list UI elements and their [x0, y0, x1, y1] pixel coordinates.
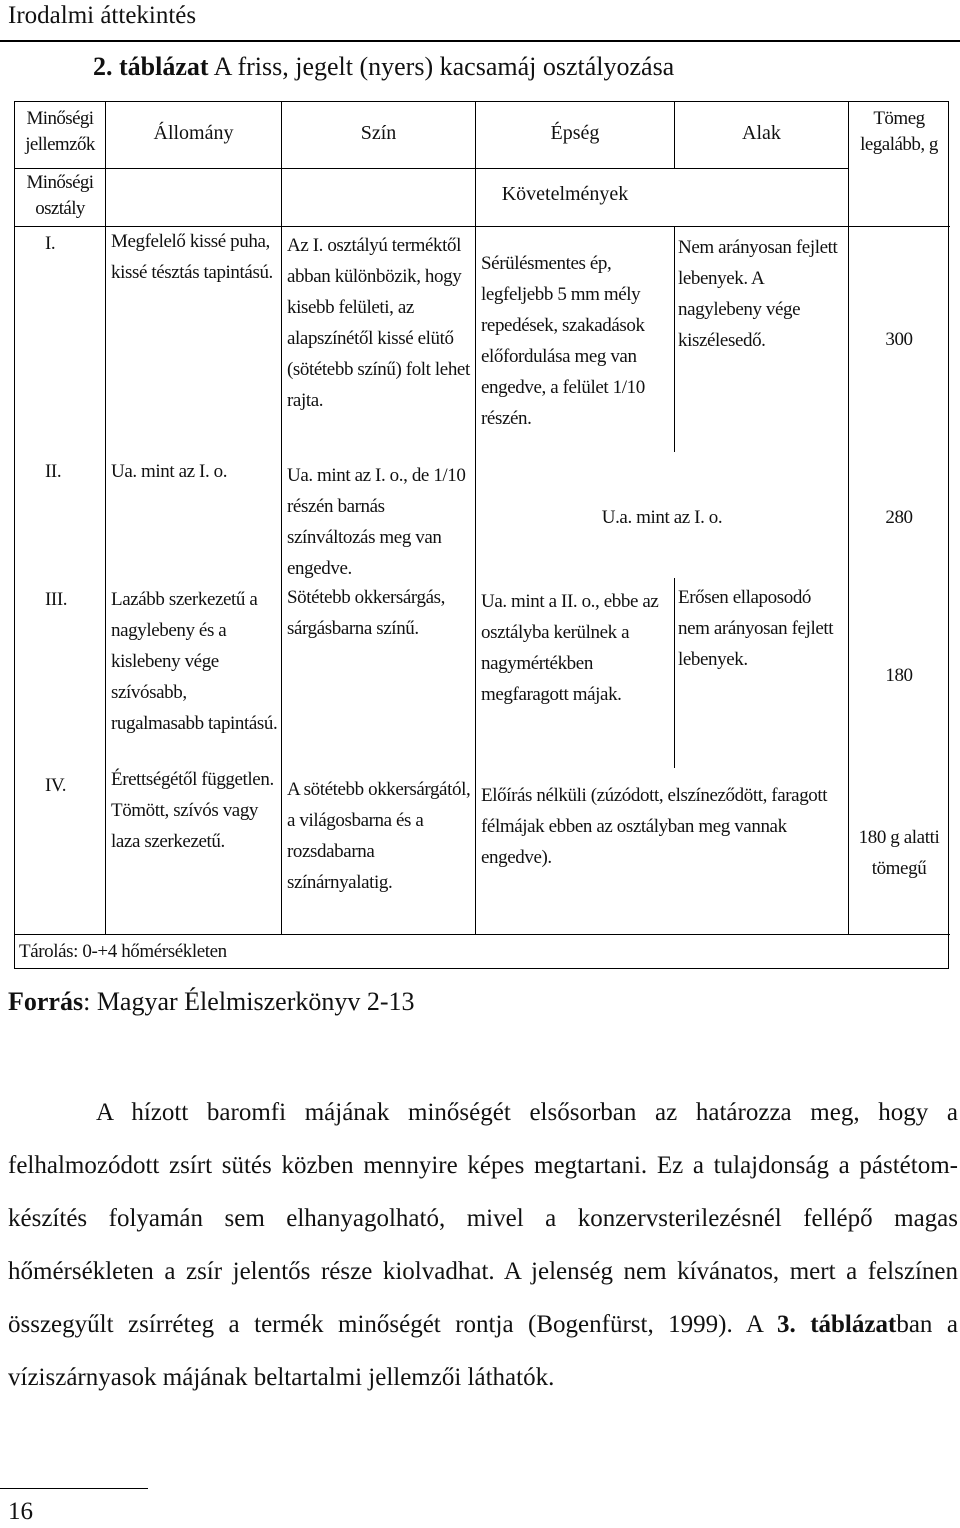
body-paragraph-text-b: ban a víziszárnyasok májának beltartalmi jellemzői láthatók.	[8, 1311, 958, 1391]
header-kovetelmenyek: Követelmények	[501, 183, 629, 205]
row-i-class: I.	[45, 233, 56, 254]
row-iii-epseg: Ua. mint a II. o., ebbe az osztályba kerülnek a nagymértékben megfaragott májak.	[481, 591, 659, 705]
header-szin: Szín	[360, 122, 397, 144]
row-ii-class: II.	[45, 461, 62, 482]
rule-footer-top	[15, 934, 950, 935]
row-iii-class: III.	[45, 589, 68, 610]
header-minosegi-osztaly: Minőségi osztály	[26, 172, 94, 219]
footer-rule	[0, 1488, 148, 1489]
running-header: Irodalmi áttekintés	[8, 2, 197, 29]
table-caption-number: 2. táblázat	[93, 52, 209, 81]
row-iv-allomany: Érettségétől független. Tömött, szívós vagy laza szerkezetű.	[111, 769, 274, 852]
page-number: 16	[8, 1498, 33, 1525]
rule-col-epseg-row1	[674, 226, 675, 452]
row-iv-class: IV.	[45, 775, 67, 796]
rule-col-allomany	[281, 102, 282, 934]
table-caption-title: A friss, jegelt (nyers) kacsamáj osztályozása	[208, 52, 675, 81]
header-allomany: Állomány	[153, 122, 234, 144]
row-i-szin: Az I. osztályú terméktől abban különbözik, hogy kisebb felületi, az alapszínétől kissé elütő (sötétebb színű) folt lehet rajta.	[287, 235, 470, 411]
classification-table	[14, 101, 949, 969]
row-ii-epseg-alak: U.a. mint az I. o.	[601, 507, 723, 528]
row-iii-allomany: Lazább szerkezetű a nagylebeny és a kislebeny vége szívósabb, rugalmasabb tapintású.	[111, 589, 278, 734]
row-iii-alak: Erősen ellaposodó nem arányosan fejlett lebenyek.	[678, 587, 834, 670]
row-ii-tomeg: 280	[885, 507, 913, 528]
row-iv-szin: A sötétebb okkersárgától, a világosbarna és a rozsdabarna színárnyalatig.	[287, 779, 471, 893]
row-i-allomany: Megfelelő kissé puha, kissé tésztás tapintású.	[111, 231, 273, 283]
body-paragraph-text-a: A hízott baromfi májának minőségét elsősorban az határozza meg, hogy a felhalmozódott zsírt sütés közben mennyire képes megtartani. Ez a tulajdonság a pástétom-készítés folyamán sem elhanyagolható, mivel a konzervsterilezésnél fellépő magas hőmérsékleten a zsír jelentős része kiolvadhat. A jelenség nem kívánatos, mert a felszínen összegyűlt zsírréteg a termék minőségét rontja (Bogenfürst, 1999). A	[8, 1099, 958, 1338]
row-i-epseg: Sérülésmentes ép, legfeljebb 5 mm mély repedések, szakadások előfordulása meg van engedve, a felület 1/10 részén.	[481, 253, 645, 429]
row-i-tomeg: 300	[885, 329, 913, 350]
row-iii-szin: Sötétebb okkersárgás, sárgásbarna színű.	[287, 587, 445, 639]
body-paragraph-table-ref: 3. táblázat	[776, 1311, 897, 1338]
header-minosegi-jellemzok: Minőségi jellemzők	[25, 108, 95, 155]
row-i-alak: Nem arányosan fejlett lebenyek. A nagylebeny vége kiszélesedő.	[678, 237, 838, 351]
table-caption	[93, 52, 674, 82]
rule-header-split	[15, 168, 848, 169]
source-text: : Magyar Élelmiszerkönyv 2-13	[83, 987, 415, 1016]
source-label: Forrás	[8, 987, 84, 1016]
row-iv-epseg-alak: Előírás nélküli (zúzódott, elszíneződött, faragott félmájak ebben az osztályban meg vannak engedve).	[481, 785, 828, 868]
header-alak: Alak	[742, 122, 781, 144]
rule-col-class	[105, 102, 106, 934]
storage-note: Tárolás: 0-+4 hőmérsékleten	[19, 941, 227, 962]
row-iii-tomeg: 180	[885, 665, 913, 686]
header-rule	[0, 40, 960, 42]
body-paragraph	[8, 1086, 958, 1404]
source-line	[8, 987, 415, 1017]
row-ii-allomany: Ua. mint az I. o.	[111, 461, 228, 482]
row-iv-tomeg: 180 g alatti tömegű	[858, 827, 940, 879]
header-tomeg: Tömeg legalább, g	[860, 108, 938, 155]
rule-col-epseg-row3	[674, 578, 675, 768]
row-ii-szin: Ua. mint az I. o., de 1/10 részén barnás színváltozás meg van engedve.	[287, 465, 466, 579]
header-epseg: Épség	[550, 122, 600, 144]
